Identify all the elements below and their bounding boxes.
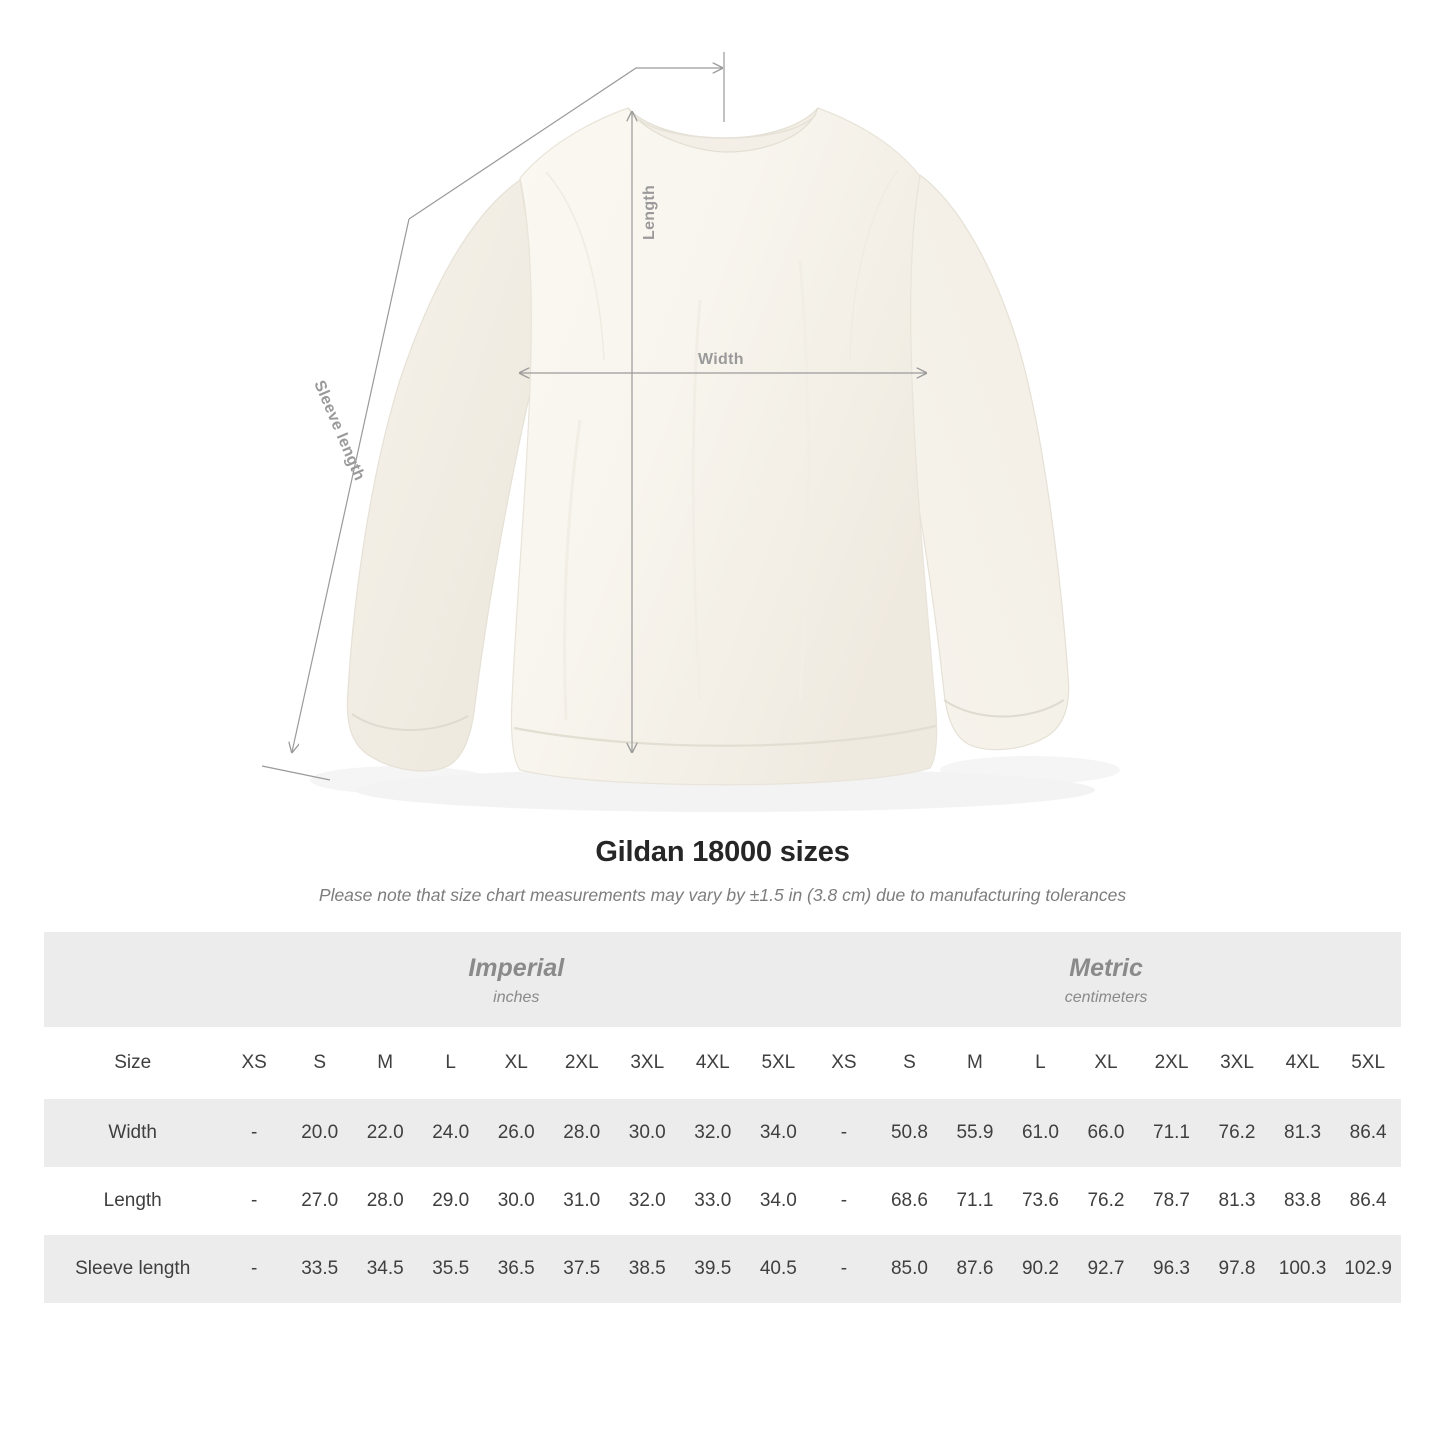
column-header: XL bbox=[483, 1027, 549, 1099]
unit-metric-sub: centimeters bbox=[1064, 989, 1148, 1006]
table-cell: 76.2 bbox=[1073, 1167, 1139, 1235]
table-cell: - bbox=[811, 1167, 877, 1235]
table-cell: - bbox=[221, 1167, 287, 1235]
table-cell: 34.5 bbox=[352, 1235, 418, 1303]
table-cell: 20.0 bbox=[287, 1099, 353, 1167]
unit-header-metric bbox=[811, 932, 1401, 1027]
unit-metric-name: Metric bbox=[1069, 954, 1143, 982]
length-dimension-label: Length bbox=[641, 184, 658, 240]
table-cell: 34.0 bbox=[746, 1099, 812, 1167]
table-row bbox=[44, 1167, 1401, 1235]
column-header: S bbox=[287, 1027, 353, 1099]
table-cell: 27.0 bbox=[287, 1167, 353, 1235]
size-table-wrapper bbox=[0, 932, 1445, 1303]
column-header: 2XL bbox=[549, 1027, 615, 1099]
table-cell: 32.0 bbox=[615, 1167, 681, 1235]
column-header: S bbox=[877, 1027, 943, 1099]
unit-imperial-sub: inches bbox=[493, 989, 540, 1006]
column-header-row bbox=[44, 1027, 1401, 1099]
table-row bbox=[44, 1099, 1401, 1167]
table-cell: - bbox=[811, 1099, 877, 1167]
column-header: 4XL bbox=[680, 1027, 746, 1099]
width-dimension-label: Width bbox=[698, 351, 744, 368]
column-header: XL bbox=[1073, 1027, 1139, 1099]
table-cell: 30.0 bbox=[615, 1099, 681, 1167]
unit-header-spacer bbox=[44, 932, 221, 1027]
column-header: 5XL bbox=[1335, 1027, 1401, 1099]
table-cell: 50.8 bbox=[877, 1099, 943, 1167]
table-cell: 78.7 bbox=[1139, 1167, 1205, 1235]
row-label-width: Width bbox=[44, 1099, 221, 1167]
table-cell: 100.3 bbox=[1270, 1235, 1336, 1303]
table-cell: 81.3 bbox=[1204, 1167, 1270, 1235]
table-cell: 28.0 bbox=[549, 1099, 615, 1167]
row-label-sleeve-length: Sleeve length bbox=[44, 1235, 221, 1303]
table-cell: 32.0 bbox=[680, 1099, 746, 1167]
table-cell: 71.1 bbox=[942, 1167, 1008, 1235]
column-header: 3XL bbox=[615, 1027, 681, 1099]
unit-header-imperial bbox=[221, 932, 811, 1027]
table-cell: 55.9 bbox=[942, 1099, 1008, 1167]
table-cell: 28.0 bbox=[352, 1167, 418, 1235]
table-cell: 86.4 bbox=[1335, 1099, 1401, 1167]
row-label-length: Length bbox=[44, 1167, 221, 1235]
table-cell: 73.6 bbox=[1008, 1167, 1074, 1235]
table-cell: 76.2 bbox=[1204, 1099, 1270, 1167]
table-cell: 38.5 bbox=[615, 1235, 681, 1303]
column-header: XS bbox=[811, 1027, 877, 1099]
table-cell: - bbox=[221, 1099, 287, 1167]
unit-header-row bbox=[44, 932, 1401, 1027]
column-header: 2XL bbox=[1139, 1027, 1205, 1099]
table-cell: 87.6 bbox=[942, 1235, 1008, 1303]
table-cell: 81.3 bbox=[1270, 1099, 1336, 1167]
header-size-label: Size bbox=[44, 1027, 221, 1099]
table-cell: 37.5 bbox=[549, 1235, 615, 1303]
table-cell: 102.9 bbox=[1335, 1235, 1401, 1303]
column-header: L bbox=[418, 1027, 484, 1099]
table-cell: 85.0 bbox=[877, 1235, 943, 1303]
unit-imperial-name: Imperial bbox=[468, 954, 565, 982]
table-cell: 24.0 bbox=[418, 1099, 484, 1167]
table-cell: 26.0 bbox=[483, 1099, 549, 1167]
column-header: 3XL bbox=[1204, 1027, 1270, 1099]
table-cell: 33.5 bbox=[287, 1235, 353, 1303]
size-table bbox=[44, 932, 1401, 1303]
table-cell: 40.5 bbox=[746, 1235, 812, 1303]
table-cell: 90.2 bbox=[1008, 1235, 1074, 1303]
sleeve-length-dimension-label: Sleeve length bbox=[310, 378, 368, 484]
title-block bbox=[0, 836, 1445, 906]
table-cell: 97.8 bbox=[1204, 1235, 1270, 1303]
table-cell: 92.7 bbox=[1073, 1235, 1139, 1303]
table-row bbox=[44, 1235, 1401, 1303]
table-cell: 33.0 bbox=[680, 1167, 746, 1235]
table-cell: - bbox=[811, 1235, 877, 1303]
column-header: L bbox=[1008, 1027, 1074, 1099]
table-cell: 61.0 bbox=[1008, 1099, 1074, 1167]
table-cell: 39.5 bbox=[680, 1235, 746, 1303]
table-cell: 30.0 bbox=[483, 1167, 549, 1235]
table-cell: 68.6 bbox=[877, 1167, 943, 1235]
table-cell: 83.8 bbox=[1270, 1167, 1336, 1235]
column-header: M bbox=[352, 1027, 418, 1099]
column-header: M bbox=[942, 1027, 1008, 1099]
table-cell: 22.0 bbox=[352, 1099, 418, 1167]
table-cell: 66.0 bbox=[1073, 1099, 1139, 1167]
column-header: 5XL bbox=[746, 1027, 812, 1099]
table-cell: 29.0 bbox=[418, 1167, 484, 1235]
table-cell: 36.5 bbox=[483, 1235, 549, 1303]
column-header: XS bbox=[221, 1027, 287, 1099]
table-cell: 86.4 bbox=[1335, 1167, 1401, 1235]
page-title: Gildan 18000 sizes bbox=[595, 836, 850, 868]
table-cell: 71.1 bbox=[1139, 1099, 1205, 1167]
table-cell: 31.0 bbox=[549, 1167, 615, 1235]
table-cell: - bbox=[221, 1235, 287, 1303]
tolerance-note: Please note that size chart measurements may vary by ±1.5 in (3.8 cm) due to manufacturing tolerances bbox=[318, 885, 1127, 905]
table-cell: 96.3 bbox=[1139, 1235, 1205, 1303]
column-header: 4XL bbox=[1270, 1027, 1336, 1099]
table-cell: 34.0 bbox=[746, 1167, 812, 1235]
table-cell: 35.5 bbox=[418, 1235, 484, 1303]
